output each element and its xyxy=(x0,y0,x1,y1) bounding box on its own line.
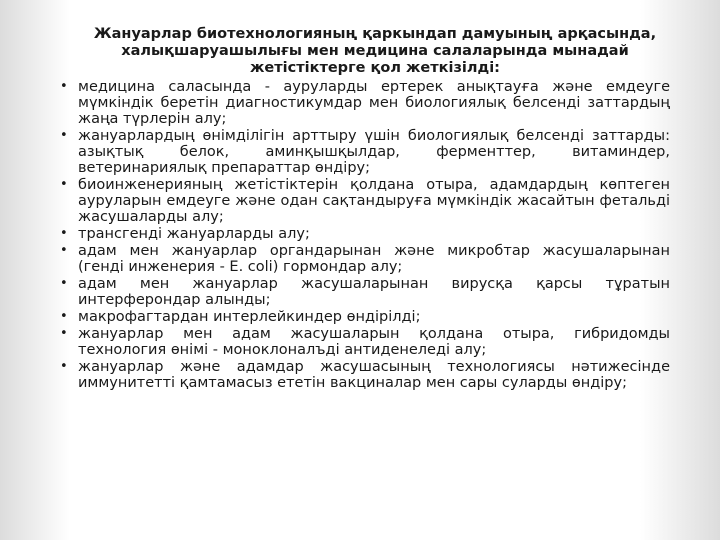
bullet-icon: • xyxy=(60,79,68,94)
bullet-icon: • xyxy=(60,243,68,258)
bullet-icon: • xyxy=(60,276,68,291)
list-item xyxy=(60,177,670,225)
list-item-text: медицина саласында - ауруларды ертерек анықтауға және емдеуге мүмкіндік беретін диагностикумдар мен биологиялық белсенді заттардың жаңа түрлерін алу; xyxy=(78,79,670,127)
list-item-text: адам мен жануарлар жасушаларынан вирусқа қарсы тұратын интерферондар алынды; xyxy=(78,276,670,308)
list-item xyxy=(60,243,670,275)
list-item-text: биоинженерияның жетістіктерін қолдана отыра, адамдардың көптеген ауруларын емдеуге және одан сақтандыруға мүмкіндік жасайтын фетальді жасушаларды алу; xyxy=(78,177,670,225)
bullet-icon: • xyxy=(60,128,68,143)
slide-heading: Жануарлар биотехнологияның қаркындап дамуының арқасында, халықшаруашылығы мен медицина салаларында мынадай жетістіктерге қол жеткізілді: xyxy=(93,26,657,76)
list-item xyxy=(60,128,670,176)
bullet-icon: • xyxy=(60,309,68,324)
bullet-icon: • xyxy=(60,226,68,241)
list-item xyxy=(60,359,670,391)
slide-content xyxy=(60,26,670,392)
list-item xyxy=(60,226,670,242)
list-item xyxy=(60,79,670,127)
list-item-text: адам мен жануарлар органдарынан және микробтар жасушаларынан (генді инженерия - E. coli) гормондар алу; xyxy=(78,243,670,275)
list-item xyxy=(60,309,670,325)
list-item xyxy=(60,326,670,358)
bullet-icon: • xyxy=(60,359,68,374)
list-item-text: жануарлар және адамдар жасушасының технологиясы нәтижесінде иммунитетті қамтамасыз ететін вакциналар мен сары суларды өндіру; xyxy=(78,359,670,391)
list-item xyxy=(60,276,670,308)
list-item-text: жануарлар мен адам жасушаларын қолдана отыра, гибридомды технология өнімі - моноклоналъді антиденеледі алу; xyxy=(78,326,670,358)
list-item-text: макрофагтардан интерлейкиндер өндірілді; xyxy=(78,309,421,325)
list-item-text: жануарлардың өнімділігін арттыру үшін биологиялық белсенді заттарды: азықтық белок, аминқышқылдар, ферменттер, витаминдер, ветеринариялық препараттар өндіру; xyxy=(78,128,670,176)
bullet-icon: • xyxy=(60,177,68,192)
bullet-icon: • xyxy=(60,326,68,341)
bullet-list xyxy=(60,79,670,391)
list-item-text: трансгенді жануарларды алу; xyxy=(78,226,310,242)
